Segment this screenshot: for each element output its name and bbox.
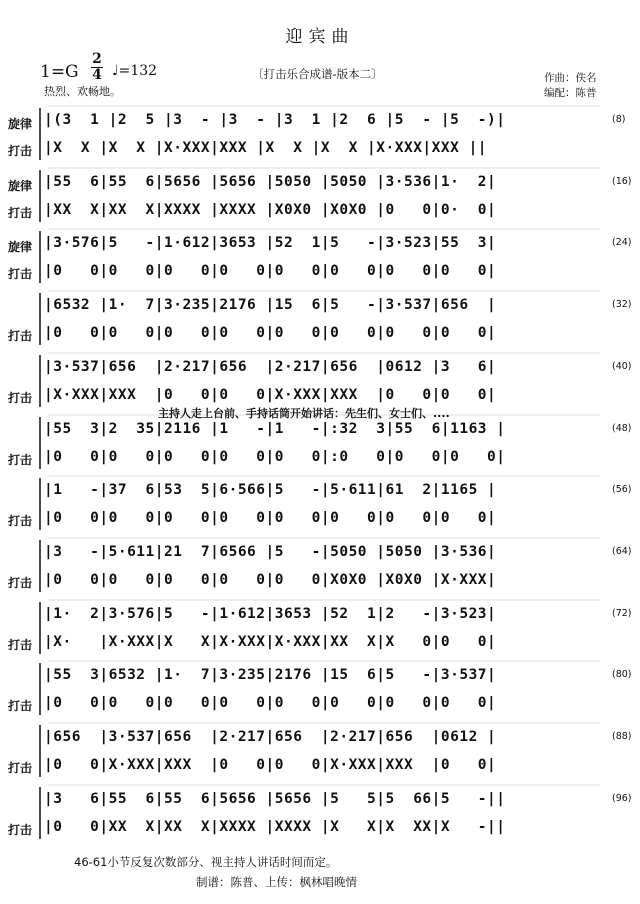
melody-label: 旋律 xyxy=(8,179,33,193)
percussion-line: |0 0|XX X|XX X|XXXX |XXXX |X X|X XX|X -|| xyxy=(44,819,506,835)
melody-line: |3·576|5 -|1·612|3653 |52 1|5 -|3·523|55 3| xyxy=(44,235,497,251)
percussion-line: |XX X|XX X|XXXX |XXXX |X0X0 |X0X0 |0 0|0· 0| xyxy=(44,202,497,218)
percussion-line: |X·XXX|XXX |0 0|0 0|X·XXX|XXX |0 0|0 0| xyxy=(44,387,497,403)
melody-line: |6532 |1· 7|3·235|2176 |15 6|5 -|3·537|656 | xyxy=(44,297,497,313)
measure-number: (64) xyxy=(612,546,632,557)
measure-number: (8) xyxy=(612,114,626,125)
percussion-label: 打击 xyxy=(8,761,33,775)
repeat-note: 46-61小节反复次数部分、视主持人讲话时间而定。 xyxy=(74,855,338,869)
percussion-line: |0 0|0 0|0 0|0 0|0 0|0 0|0 0|0 0| xyxy=(44,263,497,279)
percussion-label: 打击 xyxy=(8,267,33,281)
expression-mark: 热烈、欢畅地。 xyxy=(44,85,121,98)
percussion-label: 打击 xyxy=(8,699,33,713)
measure-number: (72) xyxy=(612,608,632,619)
melody-line: |656 |3·537|656 |2·217|656 |2·217|656 |0612 | xyxy=(44,729,497,745)
measure-number: (16) xyxy=(612,176,632,187)
score-subtitle: 〔打击乐合成谱-版本二〕 xyxy=(252,67,383,81)
measure-number: (40) xyxy=(612,361,632,372)
percussion-label: 打击 xyxy=(8,391,33,405)
measure-number: (88) xyxy=(612,731,632,742)
percussion-line: |0 0|X·XXX|XXX |0 0|0 0|X·XXX|XXX |0 0| xyxy=(44,757,497,773)
percussion-label: 打击 xyxy=(8,823,33,837)
percussion-label: 打击 xyxy=(8,329,33,343)
melody-label: 旋律 xyxy=(8,240,33,254)
measure-number: (96) xyxy=(612,793,632,804)
percussion-label: 打击 xyxy=(8,144,33,158)
percussion-line: |0 0|0 0|0 0|0 0|0 0|0 0|0 0|0 0| xyxy=(44,695,497,711)
percussion-line: |0 0|0 0|0 0|0 0|0 0|X0X0 |X0X0 |X·XXX| xyxy=(44,572,497,588)
measure-number: (32) xyxy=(612,299,632,310)
melody-line: |1 -|37 6|53 5|6·566|5 -|5·611|61 2|1165 | xyxy=(44,482,497,498)
percussion-label: 打击 xyxy=(8,514,33,528)
percussion-line: |X X |X X |X·XXX|XXX |X X |X X |X·XXX|XXX || xyxy=(44,140,488,156)
melody-line: |3 6|55 6|55 6|5656 |5656 |5 5|5 66|5 -|| xyxy=(44,791,506,807)
percussion-label: 打击 xyxy=(8,576,33,590)
time-signature-top: 2 xyxy=(92,51,102,67)
melody-line: |55 6|55 6|5656 |5656 |5050 |5050 |3·536|1· 2| xyxy=(44,174,497,190)
melody-line: |55 3|2 35|2116 |1 -|1 -|:32 3|55 6|1163 | xyxy=(44,421,506,437)
score-title: 迎宾曲 xyxy=(285,27,355,47)
measure-number: (80) xyxy=(612,669,632,680)
melody-line: |(3 1 |2 5 |3 - |3 - |3 1 |2 6 |5 - |5 -)| xyxy=(44,112,506,128)
percussion-line: |0 0|0 0|0 0|0 0|0 0|:0 0|0 0|0 0| xyxy=(44,449,506,465)
percussion-label: 打击 xyxy=(8,453,33,467)
melody-line: |3·537|656 |2·217|656 |2·217|656 |0612 |3 6| xyxy=(44,359,497,375)
time-signature-bottom: 4 xyxy=(92,67,102,83)
melody-label: 旋律 xyxy=(8,117,33,131)
measure-number: (48) xyxy=(612,423,632,434)
key-signature: 1=G xyxy=(40,62,79,82)
footer-credit: 制谱：陈普、上传：枫林唱晚情 xyxy=(196,875,357,889)
percussion-label: 打击 xyxy=(8,638,33,652)
composer-credit: 作曲：佚名 xyxy=(544,72,597,84)
arranger-credit: 编配：陈普 xyxy=(544,87,597,99)
tempo-mark: ♩=132 xyxy=(112,63,158,79)
melody-line: |3 -|5·611|21 7|6566 |5 -|5050 |5050 |3·536| xyxy=(44,544,497,560)
performance-annotation: 主持人走上台前、手持话筒开始讲话：先生们、女士们、.... xyxy=(158,407,450,420)
percussion-line: |0 0|0 0|0 0|0 0|0 0|0 0|0 0|0 0| xyxy=(44,510,497,526)
measure-number: (56) xyxy=(612,484,632,495)
percussion-line: |0 0|0 0|0 0|0 0|0 0|0 0|0 0|0 0| xyxy=(44,325,497,341)
percussion-line: |X· |X·XXX|X X|X·XXX|X·XXX|XX X|X 0|0 0| xyxy=(44,634,497,650)
measure-number: (24) xyxy=(612,237,632,248)
melody-line: |55 3|6532 |1· 7|3·235|2176 |15 6|5 -|3·537| xyxy=(44,667,497,683)
melody-line: |1· 2|3·576|5 -|1·612|3653 |52 1|2 -|3·523| xyxy=(44,606,497,622)
percussion-label: 打击 xyxy=(8,206,33,220)
